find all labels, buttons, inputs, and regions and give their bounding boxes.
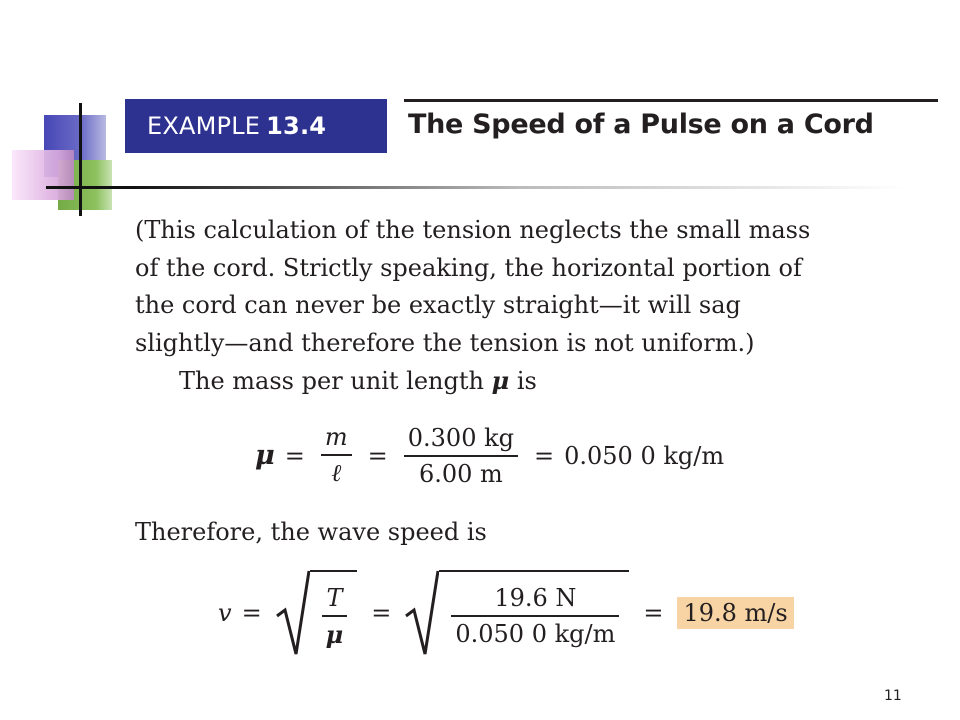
eq1-equals: = [284,441,305,470]
radical-sign-icon [276,570,310,656]
eq2-frac2-den: 0.050 0 kg/m [455,620,616,648]
sqrt-symbolic [276,570,358,656]
eq1-equals: = [367,441,388,470]
body-line: (This calculation of the tension neglects the small mass [135,216,811,244]
mass-line-prefix: The mass per unit length [179,367,484,395]
sqrt-numeric [405,570,629,656]
ornament-pink-square [12,150,74,200]
eq1-fraction-numeric [404,424,518,488]
example-title: The Speed of a Pulse on a Cord [408,109,874,140]
eq1-equals: = [534,441,555,470]
eq2-equals: = [643,599,664,627]
eq1-fraction-symbolic [321,423,352,488]
eq2-equals: = [241,599,262,627]
radical-sign-icon [405,570,439,656]
title-rule [404,99,938,102]
eq1-result: 0.050 0 kg/m [564,441,725,470]
eq1-lhs: μ [255,440,275,471]
eq1-frac2-den: 6.00 m [418,459,503,488]
equation-wave-speed [218,570,794,656]
body-line: slightly—and therefore the tension is not uniform.) [135,328,755,357]
eq1-frac1-den: ℓ [331,459,342,487]
eq2-frac1-num: T [326,583,343,612]
example-label: EXAMPLE [147,112,261,140]
example-number: 13.4 [266,112,327,140]
page-number: 11 [884,688,902,704]
eq2-equals: = [371,599,392,627]
equation-mass-per-length [255,423,724,488]
mass-line [135,362,895,401]
eq2-frac1-den: μ [325,619,344,649]
ornament-vertical-line [79,103,82,216]
body-line: of the cord. Strictly speaking, the horizontal portion of [135,253,802,282]
eq1-frac1-num: m [324,423,348,451]
eq2-frac2-num: 19.6 N [494,584,577,612]
example-label-box [125,99,387,153]
wave-speed-line: Therefore, the wave speed is [135,518,487,546]
body-paragraph [135,212,895,401]
eq2-lhs: v [218,599,232,627]
eq1-frac2-num: 0.300 kg [407,423,514,452]
mu-symbol: μ [491,366,510,395]
eq2-fraction-numeric [451,584,619,648]
ornament-horizontal-line [46,186,906,189]
body-line: the cord can never be exactly straight—it will sag [135,291,741,319]
mass-line-suffix: is [516,367,537,395]
eq2-fraction-symbolic [322,584,348,649]
eq2-result-highlight: 19.8 m/s [677,597,793,629]
